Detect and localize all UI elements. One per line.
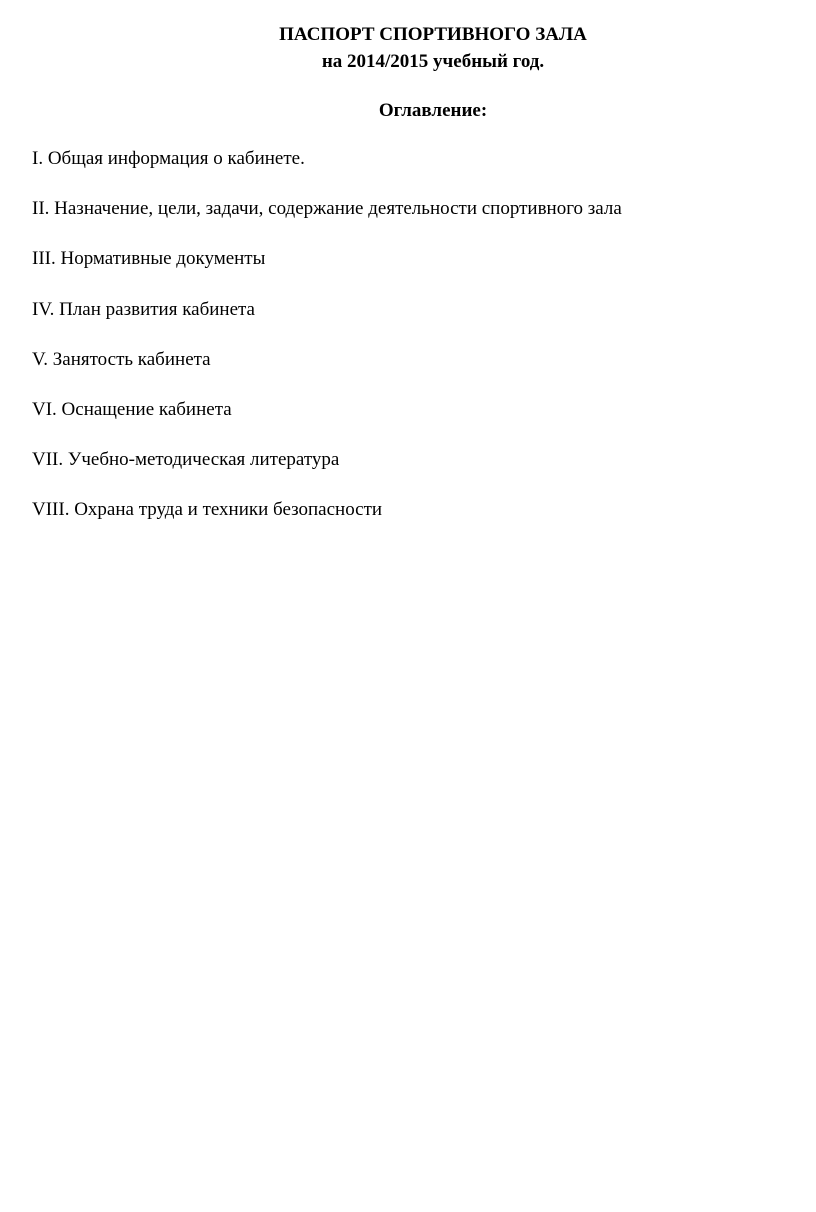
toc-item: VI. Оснащение кабинета — [32, 398, 232, 420]
table-of-contents — [32, 148, 622, 550]
toc-item: VII. Учебно-методическая литература — [32, 449, 340, 471]
toc-item: III. Нормативные документы — [32, 248, 266, 270]
toc-heading: Оглавление: — [378, 100, 488, 121]
toc-item: V. Занятость кабинета — [32, 348, 211, 370]
document-subtitle: на 2014/2015 учебный год. — [321, 51, 545, 72]
toc-item: VIII. Охрана труда и техники безопасности — [32, 499, 383, 521]
toc-item: IV. План развития кабинета — [32, 298, 255, 320]
toc-item: II. Назначение, цели, задачи, содержание деятельности спортивного зала — [32, 198, 622, 220]
toc-item: I. Общая информация о кабинете. — [32, 148, 305, 169]
document-title: ПАСПОРТ СПОРТИВНОГО ЗАЛА — [279, 24, 587, 45]
